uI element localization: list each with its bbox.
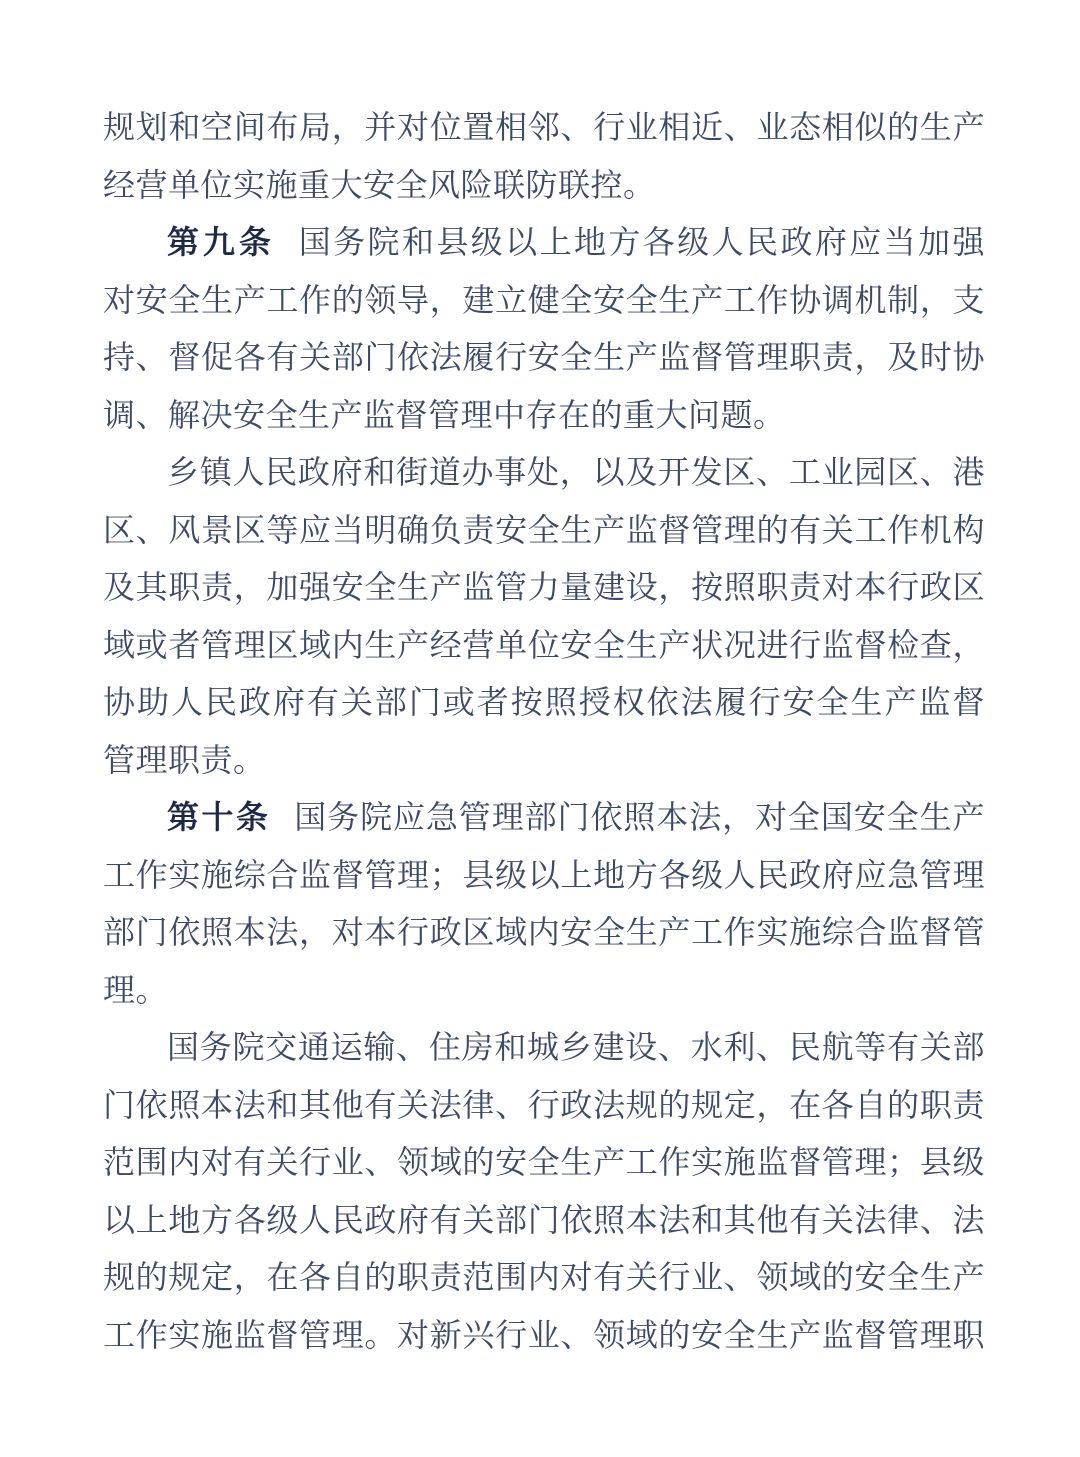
line-text: 规划和空间布局，并对位置相邻、行业相近、业态相似的生产	[103, 109, 985, 145]
line-text: 经营单位实施重大安全风险联防联控。	[103, 166, 656, 203]
text-line	[103, 559, 985, 617]
text-line	[103, 847, 985, 905]
text-line	[103, 732, 985, 790]
text-line	[103, 214, 985, 272]
line-text: 及其职责，加强安全生产监管力量建设，按照职责对本行政区	[103, 569, 985, 605]
line-text: 国务院应急管理部门依照本法，对全国安全生产	[294, 799, 985, 835]
line-text: 门依照本法和其他有关法律、行政法规的规定，在各自的职责	[103, 1086, 985, 1123]
line-text: 部门依照本法，对本行政区域内安全生产工作实施综合监督管	[103, 914, 985, 950]
text-line	[103, 387, 985, 445]
text-line	[103, 962, 985, 1020]
text-line	[103, 99, 985, 157]
article-number: 第九条	[167, 224, 275, 260]
line-text: 调、解决安全生产监督管理中存在的重大问题。	[103, 396, 786, 433]
article-number: 第十条	[167, 799, 271, 835]
text-line	[103, 444, 985, 502]
text-line	[103, 904, 985, 962]
text-line	[103, 674, 985, 732]
line-text: 以上地方各级人民政府有关部门依照本法和其他有关法律、法	[103, 1201, 985, 1238]
line-text: 范围内对有关行业、领域的安全生产工作实施监督管理；县级	[103, 1144, 985, 1180]
text-line	[103, 1019, 985, 1077]
line-text: 持、督促各有关部门依法履行安全生产监督管理职责，及时协	[103, 339, 985, 375]
text-line	[103, 617, 985, 675]
text-line	[103, 1307, 985, 1365]
line-text: 规的规定，在各自的职责范围内对有关行业、领域的安全生产	[103, 1259, 985, 1295]
line-text: 理。	[103, 971, 169, 1008]
line-text: 国务院交通运输、住房和城乡建设、水利、民航等有关部	[167, 1029, 985, 1065]
line-text: 协助人民政府有关部门或者按照授权依法履行安全生产监督	[103, 684, 985, 720]
line-text: 工作实施综合监督管理；县级以上地方各级人民政府应急管理	[103, 856, 985, 893]
line-text: 域或者管理区域内生产经营单位安全生产状况进行监督检查，	[103, 626, 985, 663]
text-line	[103, 272, 985, 330]
line-text: 国务院和县级以上地方各级人民政府应当加强	[298, 224, 985, 260]
line-text: 乡镇人民政府和街道办事处，以及开发区、工业园区、港	[167, 454, 985, 490]
text-line	[103, 157, 985, 215]
text-line	[103, 789, 985, 847]
text-line	[103, 502, 985, 560]
document-body	[103, 99, 985, 1364]
text-line	[103, 1192, 985, 1250]
text-line	[103, 1249, 985, 1307]
line-text: 对安全生产工作的领导，建立健全安全生产工作协调机制，支	[103, 281, 985, 318]
line-text: 工作实施监督管理。对新兴行业、领域的安全生产监督管理职	[103, 1316, 985, 1353]
line-text: 管理职责。	[103, 741, 266, 778]
text-line	[103, 1077, 985, 1135]
text-line	[103, 329, 985, 387]
line-text: 区、风景区等应当明确负责安全生产监督管理的有关工作机构	[103, 511, 985, 548]
text-line	[103, 1134, 985, 1192]
